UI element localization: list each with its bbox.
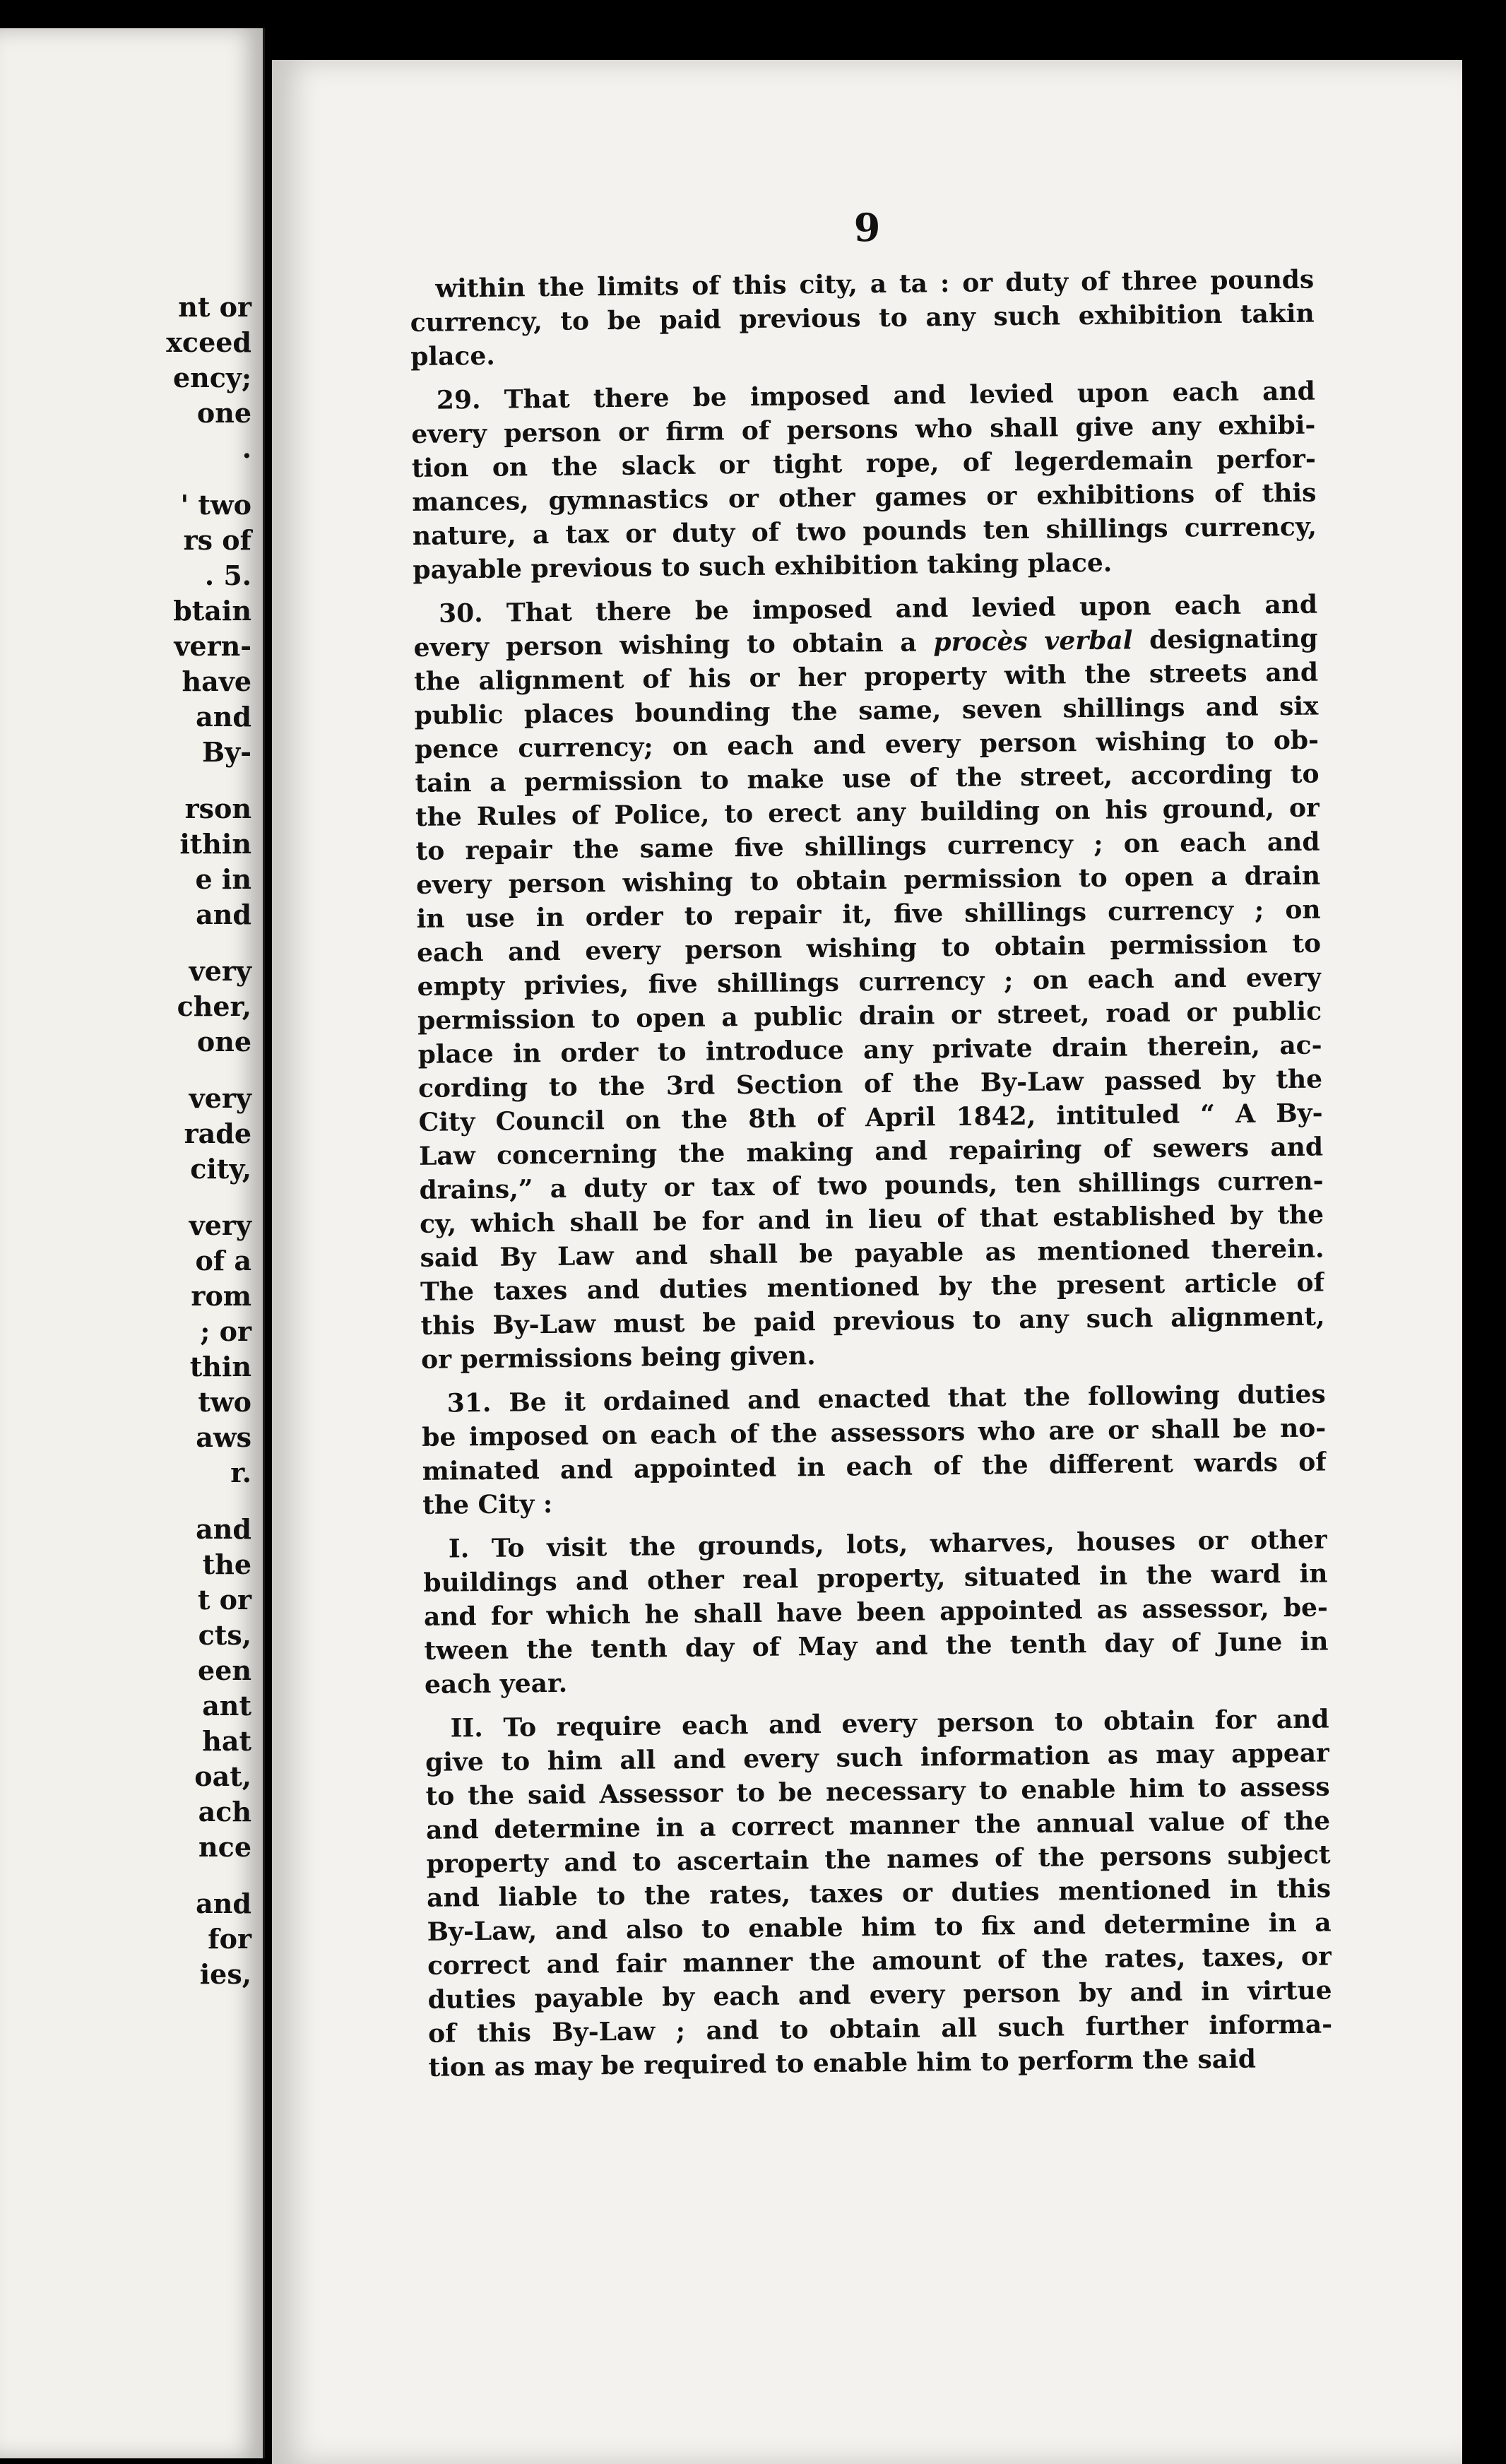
text-line: By-Law, and also to enable him to fix and determine in a [427,1907,1332,1947]
text-line: said By Law and shall be payable as mentioned therein. [420,1233,1324,1273]
left-line-fragment: very [189,955,251,987]
left-line-fragment: and [196,701,251,733]
paragraph [410,263,1315,374]
text-line: and for which he shall have been appointed as assessor, be- [423,1592,1329,1632]
text-line: tion on the slack or tight rope, of legerdemain perfor- [411,444,1317,483]
text-line: to the said Assessor to be necessary to enable him to assess [425,1772,1330,1811]
left-line-fragment: e in [195,863,251,895]
left-line-fragment: r. [230,1457,251,1488]
left-line-fragment: aws [196,1421,251,1453]
left-line-fragment: ies, [199,1958,251,1990]
text-line: drains,” a duty or tax of two pounds, ten shillings curren- [419,1166,1324,1205]
text-line: 30. That there be imposed and levied upon each and [438,589,1318,629]
left-fragment-gap [11,1060,251,1081]
left-line-fragment: and [196,1888,251,1919]
text-line: place in order to introduce any private drain therein, ac- [417,1030,1322,1070]
text-line: this By-Law must be paid previous to any such alignment, [420,1301,1325,1341]
text-line: every person wishing to obtain a procès verbal designating [413,623,1318,663]
left-line-fragment: ithin [179,828,251,860]
text-line: I. To visit the grounds, lots, wharves, houses or other [448,1524,1328,1564]
text-line: the alignment of his or her property with the streets and [413,657,1319,697]
text-line: permission to open a public drain or street, road or public [417,996,1322,1036]
left-line-fragment: city, [190,1153,251,1185]
left-line-fragment: ant [202,1690,251,1722]
left-line-fragment: btain [173,595,251,627]
text-line: or permissions being given. [420,1341,816,1375]
left-line-fragment: hat [202,1725,251,1757]
paragraph [425,1702,1332,2084]
left-line-fragment: cher, [177,990,251,1022]
left-line-fragment: and [196,1513,251,1545]
left-fragment-gap [11,770,251,791]
left-line-fragment: t or [197,1584,251,1616]
left-line-fragment: nce [198,1831,251,1863]
text-line: pence currency; on each and every person wishing to ob- [414,725,1320,764]
body-text [410,263,1333,2095]
right-page [272,60,1462,2464]
text-line: Law concerning the making and repairing of sewers and [418,1132,1324,1171]
text-line: place. [410,340,496,372]
left-line-fragment: rs of [183,524,251,556]
text-line: the Rules of Police, to erect any building on his ground, or [415,793,1320,832]
text-line: minated and appointed in each of the different wards of [422,1447,1327,1486]
left-line-fragment: ach [198,1796,251,1828]
left-line-fragment: very [189,1209,251,1241]
text-line: correct and fair manner the amount of the rates, taxes, or [427,1941,1332,1981]
left-line-fragment: one [196,1026,251,1058]
text-line: the City : [422,1488,553,1520]
left-line-fragment: xceed [166,326,251,358]
text-line: to repair the same five shillings currency ; on each and [415,827,1320,866]
text-line: of this By-Law ; and to obtain all such further informa- [427,2009,1333,2049]
text-line: nature, a tax or duty of two pounds ten shillings currency, [412,511,1317,551]
text-line: cy, which shall be for and in lieu of that established by the [419,1200,1324,1239]
text-line: be imposed on each of the assessors who are or shall be no- [422,1413,1327,1452]
left-line-fragment: of a [195,1245,251,1277]
text-line: City Council on the 8th of April 1842, intituled “ A By- [418,1098,1323,1137]
page-number: 9 [853,205,881,250]
left-line-fragment: ency; [172,362,251,393]
left-line-fragment: thin [189,1351,251,1382]
left-line-fragment: ' two [180,489,251,521]
text-line: every person wishing to obtain permission to open a drain [415,860,1321,900]
paragraph [413,588,1325,1377]
left-line-fragment: one [196,397,251,429]
left-page-text [11,290,251,1992]
paragraph [422,1378,1327,1522]
left-line-fragment: cts, [198,1619,251,1651]
text-line: tion as may be required to enable him to perform the said [428,2044,1257,2083]
left-line-fragment: vern- [174,630,251,662]
left-fragment-gap [11,466,251,487]
left-line-fragment: ; or [200,1315,251,1347]
text-line: duties payable by each and every person by and in virtue [427,1975,1332,2015]
text-line: each year. [424,1668,568,1700]
text-line: each and every person wishing to obtain permission to [416,928,1322,968]
text-line: empty privies, five shillings currency ; on each and every [417,962,1322,1002]
left-line-fragment: the [202,1548,251,1580]
text-line: in use in order to repair it, five shillings currency ; on [416,894,1321,934]
text-line: and determine in a correct manner the annual value of the [425,1806,1331,1845]
text-line: cording to the 3rd Section of the By-Law passed by the [417,1064,1323,1103]
left-line-fragment: . [242,432,251,464]
left-line-fragment: two [198,1386,251,1418]
text-line: tain a permission to make use of the street, according to [415,759,1320,798]
text-line: within the limits of this city, a ta : or duty of three pounds [435,264,1315,304]
left-line-fragment: rom [191,1280,251,1312]
left-line-fragment: rson [184,793,251,824]
text-line: buildings and other real property, situated in the ward in [423,1558,1328,1598]
left-line-fragment: for [208,1923,251,1955]
text-line: currency, to be paid previous to any such exhibition takin [410,298,1315,338]
left-fragment-gap [11,1865,251,1886]
left-page [0,28,265,2458]
left-line-fragment: . 5. [204,559,251,591]
left-fragment-gap [11,932,251,954]
text-line: and liable to the rates, taxes or duties mentioned in this [426,1873,1332,1913]
left-line-fragment: By- [202,736,251,768]
text-line: payable previous to such exhibition taking place. [413,547,1113,585]
text-line: 31. Be it ordained and enacted that the following duties [446,1379,1326,1418]
text-line: give to him all and every such information as may appear [425,1738,1330,1777]
paragraph [423,1522,1329,1701]
text-line: II. To require each and every person to obtain for and [450,1704,1329,1743]
text-line: mances, gymnastics or other games or exhibitions of this [412,478,1317,517]
text-line: property and to ascertain the names of the persons subject [426,1840,1331,1879]
left-line-fragment: een [198,1654,251,1686]
text-line: 29. That there be imposed and levied upon each and [436,376,1316,415]
left-line-fragment: very [189,1082,251,1114]
text-line: The taxes and duties mentioned by the present article of [420,1267,1325,1307]
left-fragment-gap [11,1491,251,1512]
text-line: every person or firm of persons who shall give any exhibi- [411,410,1316,449]
left-line-fragment: nt or [178,291,251,323]
left-line-fragment: rade [184,1118,251,1149]
left-line-fragment: and [196,899,251,930]
left-line-fragment: oat, [194,1760,251,1792]
text-line: tween the tenth day of May and the tenth day of June in [424,1626,1329,1666]
text-line: public places bounding the same, seven shillings and six [414,691,1319,730]
left-line-fragment: have [182,665,251,697]
left-fragment-gap [11,1187,251,1208]
paragraph [411,374,1317,587]
